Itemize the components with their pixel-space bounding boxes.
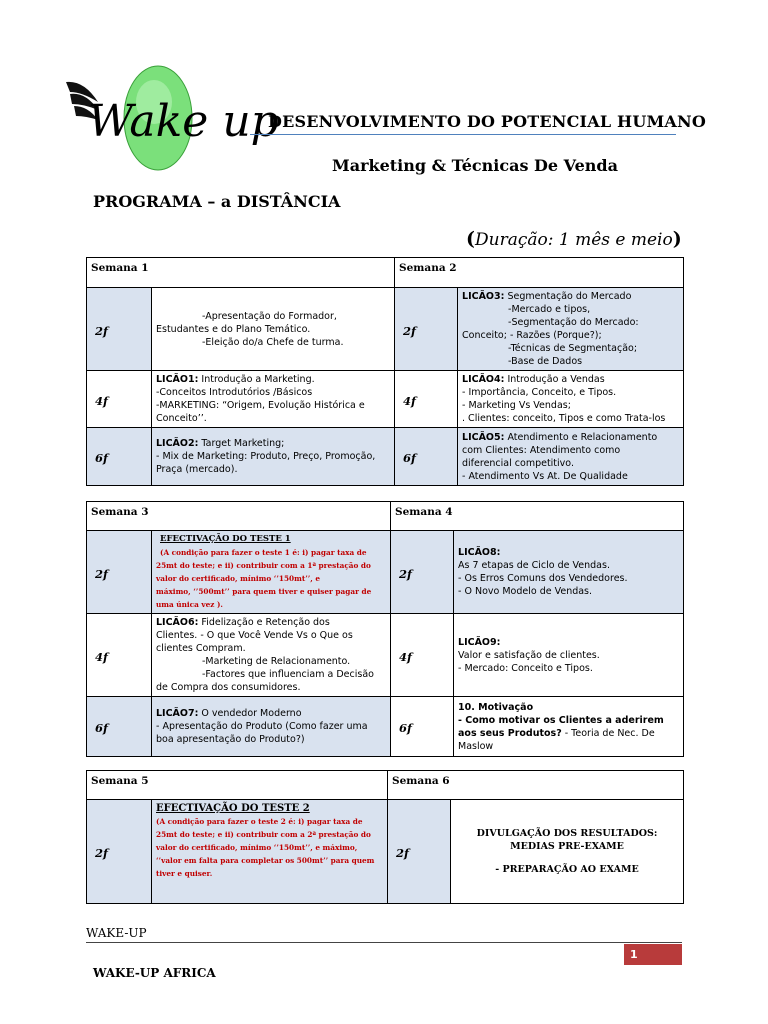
week-table-1 [86, 257, 684, 486]
week-header: Semana 5 [87, 771, 388, 800]
lesson-cell: LICÃO3: Segmentação do Mercado -Mercado e tipos, -Segmentação do Mercado: Conceito; - Razões (Porque?); -Técnicas de Segmentação; -Base de Dados [458, 288, 684, 371]
footer-divider [86, 942, 682, 943]
wake-up-logo [64, 62, 279, 174]
day-label: 2f [388, 800, 451, 904]
lesson-cell: -Apresentação do Formador, Estudantes e do Plano Temático. -Eleição do/a Chefe de turma. [152, 288, 395, 371]
page-title: DESENVOLVIMENTO DO POTENCIAL HUMANO [268, 112, 706, 131]
title-underline [250, 134, 676, 135]
day-label: 4f [87, 614, 152, 697]
day-label: 2f [87, 800, 152, 904]
footer-company: WAKE-UP AFRICA [93, 966, 216, 980]
week-header: Semana 1 [87, 258, 395, 288]
lesson-cell: LICÃO2: Target Marketing; - Mix de Marketing: Produto, Preço, Promoção, Praça (mercado). [152, 428, 395, 486]
day-label: 6f [87, 428, 152, 486]
week-table-2 [86, 501, 684, 757]
duration: (Duração: 1 mês e meio) [466, 228, 682, 250]
lesson-cell: LICÃO5: Atendimento e Relacionamento com Clientes: Atendimento como diferencial competitivo. - Atendimento Vs At. De Qualidade [458, 428, 684, 486]
week-table-3 [86, 770, 684, 904]
day-label: 2f [395, 288, 458, 371]
results-cell: DIVULGAÇÃO DOS RESULTADOS: MEDIAS PRE-EXAME - PREPARAÇÃO AO EXAME [451, 800, 684, 904]
lesson-cell: LICÃO9: Valor e satisfação de clientes. - Mercado: Conceito e Tipos. [454, 614, 684, 697]
lesson-cell: LICÃO1: Introdução a Marketing. -Conceitos Introdutórios /Básicos -MARKETING: “Origem, Evolução Histórica e Conceito’’. [152, 371, 395, 428]
day-label: 4f [391, 614, 454, 697]
lesson-cell: LICÃO4: Introdução a Vendas - Importância, Conceito, e Tipos. - Marketing Vs Vendas; . Clientes: conceito, Tipos e como Trata-los [458, 371, 684, 428]
week-header: Semana 6 [388, 771, 684, 800]
program-label: PROGRAMA – a DISTÂNCIA [93, 192, 341, 211]
duration-text: Duração: 1 mês e meio [475, 230, 673, 250]
test-cell: EFECTIVAÇÃO DO TESTE 1 (A condição para fazer o teste 1 é: i) pagar taxa de 25mt do teste; e ii) contribuir com a 1ª prestação do valor do certificado, mínimo ‘’150mt’’, e máximo, ‘’500mt’’ para quem tiver e quiser pagar de uma única vez ). [152, 531, 391, 614]
test-cell: EFECTIVAÇÃO DO TESTE 2 (A condição para fazer o teste 2 é: i) pagar taxa de 25mt do teste; e ii) contribuir com a 2ª prestação do valor do certificado, mínimo ‘’150mt’’, e máximo, ‘’valor em falta para completar os 500mt’’ para quem tiver e quiser. [152, 800, 388, 904]
lesson-cell: 10. Motivação - Como motivar os Clientes a aderirem aos seus Produtos? - Teoria de Nec. De Maslow [454, 697, 684, 757]
day-label: 4f [87, 371, 152, 428]
day-label: 6f [87, 697, 152, 757]
week-header: Semana 4 [391, 502, 684, 531]
lesson-cell: LICÃO7: O vendedor Moderno - Apresentação do Produto (Como fazer uma boa apresentação do Produto?) [152, 697, 391, 757]
logo-text: Wake up [88, 96, 279, 147]
lesson-cell: LICÃO6: Fidelização e Retenção dos Clientes. - O que Você Vende Vs o Que os clientes Compram. -Marketing de Relacionamento. -Factores que influenciam a Decisão de Compra dos consumidores. [152, 614, 391, 697]
day-label: 6f [395, 428, 458, 486]
day-label: 2f [391, 531, 454, 614]
footer-header: WAKE-UP [86, 926, 147, 940]
lesson-cell: LICÃO8: As 7 etapas de Ciclo de Vendas. - Os Erros Comuns dos Vendedores. - O Novo Modelo de Vendas. [454, 531, 684, 614]
page-number: 1 [624, 944, 682, 965]
subtitle: Marketing & Técnicas De Venda [332, 156, 618, 175]
day-label: 2f [87, 531, 152, 614]
day-label: 4f [395, 371, 458, 428]
week-header: Semana 3 [87, 502, 391, 531]
day-label: 2f [87, 288, 152, 371]
week-header: Semana 2 [395, 258, 684, 288]
day-label: 6f [391, 697, 454, 757]
